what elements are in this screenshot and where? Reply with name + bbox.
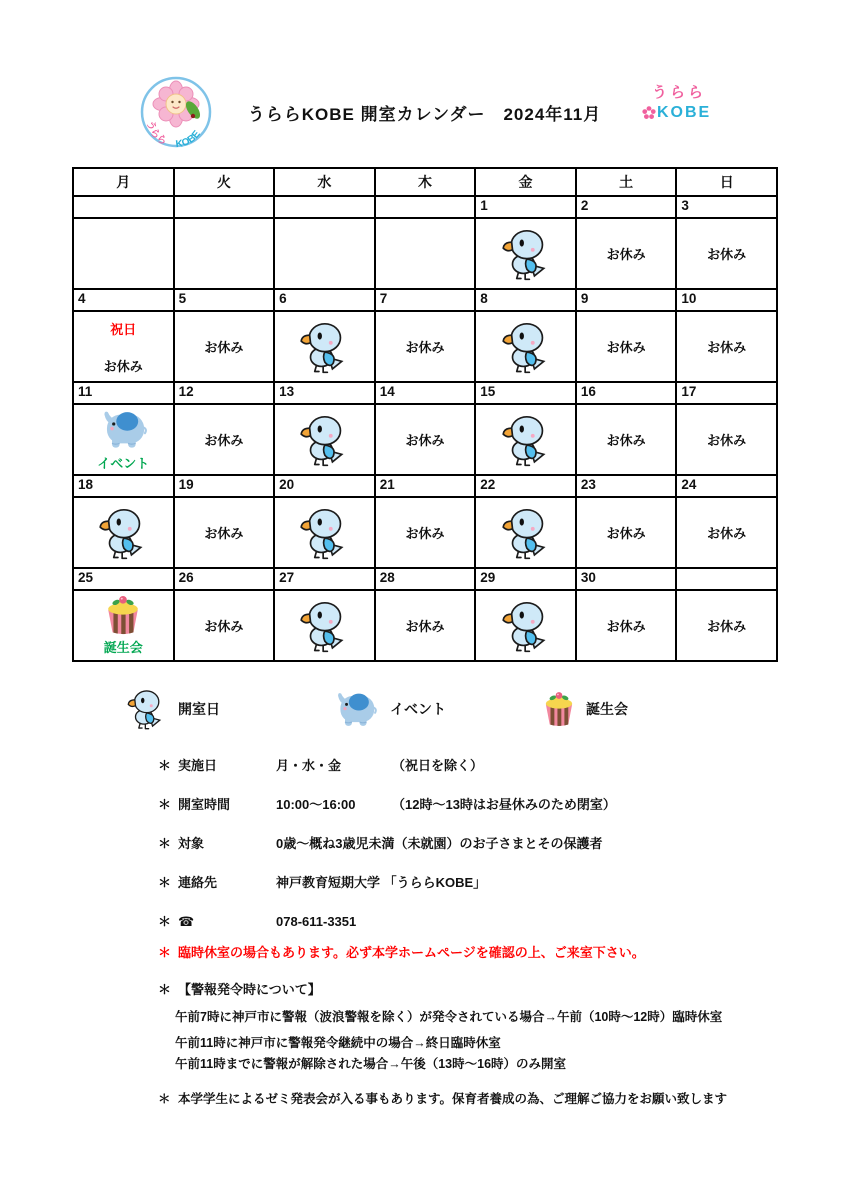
content-row [73,218,777,289]
date-number: 10 [676,289,777,311]
date-number: 22 [475,475,576,497]
date-number: 18 [73,475,174,497]
elephant-icon [96,407,150,451]
closed-label: お休み [204,340,244,355]
bullet: ＊ [158,797,172,812]
info-row [158,913,798,931]
date-number: 28 [375,568,476,590]
calendar-cell [576,218,677,289]
date-row [73,196,777,218]
weekday-header-row [73,168,777,196]
calendar-cell [73,590,174,661]
bird-icon [498,506,554,560]
bullet: ＊ [158,982,172,997]
bullet: ＊ [158,914,172,929]
event-label: イベント [97,456,150,471]
calendar-cell [576,590,677,661]
alert-lines [158,1009,798,1073]
bird-icon [296,506,352,560]
temporary-closure-notice [158,944,798,962]
date-number: 14 [375,382,476,404]
date-number [174,196,275,218]
page-title: うららKOBE 開室カレンダー 2024年11月 [247,105,602,124]
info-label: 開室時間 [178,797,231,812]
legend [72,688,778,730]
calendar-cell [375,590,476,661]
info-label: ☎ [178,914,195,929]
date-number: 7 [375,289,476,311]
date-number: 26 [174,568,275,590]
bullet: ＊ [158,1092,171,1106]
holiday-label: 祝日 [110,321,137,337]
urara-kobe-text-logo [642,84,732,123]
closed-label: お休み [204,433,244,448]
calendar-cell [174,404,275,475]
calendar-table [72,167,778,662]
legend-label: 誕生会 [586,701,628,717]
calendar-cell [274,497,375,568]
date-number: 9 [576,289,677,311]
weekday-header: 火 [174,168,275,196]
content-row [73,497,777,568]
alert-heading-row [158,981,798,999]
info-row [158,874,798,892]
info-label: 連絡先 [178,875,218,890]
calendar-cell [576,404,677,475]
date-number [274,196,375,218]
calendar-cell [274,404,375,475]
calendar-cell [375,218,476,289]
date-number: 13 [274,382,375,404]
bullet: ＊ [158,758,172,773]
bird-icon [498,413,554,467]
closed-label: お休み [606,619,646,634]
info-note: （祝日を除く） [392,758,484,773]
bird-icon [296,320,352,374]
calendar-cell [576,497,677,568]
info-value: 10:00～16:00 [276,797,356,812]
date-number: 29 [475,568,576,590]
date-row [73,475,777,497]
date-number: 17 [676,382,777,404]
notice-text: 臨時休室の場合もあります。必ず本学ホームページを確認の上、ご来室下さい。 [178,945,645,960]
content-row [73,311,777,382]
info-rows [158,757,798,931]
date-number: 4 [73,289,174,311]
bird-icon [498,599,554,653]
calendar-cell [375,311,476,382]
calendar-cell [274,590,375,661]
date-number: 12 [174,382,275,404]
calendar-cell [676,497,777,568]
date-number: 16 [576,382,677,404]
date-number [73,196,174,218]
weekday-header: 金 [475,168,576,196]
calendar-cell [274,311,375,382]
calendar-cell [676,311,777,382]
logo-left-text-kobe: KOBE [174,128,203,150]
date-number: 11 [73,382,174,404]
bird-icon [296,599,352,653]
date-number: 5 [174,289,275,311]
date-number [375,196,476,218]
calendar-cell [73,497,174,568]
date-number: 3 [676,196,777,218]
calendar-cell [475,311,576,382]
closed-label: お休み [606,433,646,448]
closed-label: お休み [606,247,646,262]
final-note: 本学学生によるゼミ発表会が入る事もあります。保育者養成の為、ご理解ご協力をお願い致します [178,1092,728,1106]
date-number: 19 [174,475,275,497]
date-number: 21 [375,475,476,497]
legend-label: イベント [390,701,446,717]
content-row [73,404,777,475]
weekday-header: 木 [375,168,476,196]
calendar-cell [576,311,677,382]
bullet: ＊ [158,875,172,890]
closed-label: お休み [606,526,646,541]
bird-icon [296,413,352,467]
logo-right-line2: KOBE [657,103,712,121]
calendar-cell [274,218,375,289]
legend-item [330,689,542,729]
calendar-cell [174,497,275,568]
alert-line: 午前11時に神戸市に警報発令継続中の場合→終日臨時休室 [175,1036,501,1050]
weekday-header: 土 [576,168,677,196]
calendar-weekday-row [73,168,777,196]
info-note: （12時～13時はお昼休みのため閉室） [392,797,616,812]
cake-icon [542,691,576,727]
closed-label: お休み [707,340,747,355]
calendar-cell [73,218,174,289]
calendar-cell [375,404,476,475]
legend-label: 開室日 [178,701,220,717]
info-value: 078-611-3351 [276,914,357,929]
date-number: 30 [576,568,677,590]
date-row [73,289,777,311]
date-row [73,382,777,404]
calendar-cell [174,590,275,661]
elephant-icon [330,689,380,729]
closed-label: お休み [103,358,143,374]
content-row [73,590,777,661]
calendar-cell [174,311,275,382]
calendar-cell [676,590,777,661]
calendar-cell [475,590,576,661]
closed-label: お休み [405,340,445,355]
date-number: 27 [274,568,375,590]
weekday-header: 月 [73,168,174,196]
info-value: 月・水・金 [276,758,342,773]
info-label: 実施日 [178,758,218,773]
calendar-cell [676,404,777,475]
date-row [73,568,777,590]
alert-line: 午前7時に神戸市に警報（波浪警報を除く）が発令されている場合→午前（10時～12時）臨時休室 [175,1010,723,1024]
event-label: 誕生会 [103,640,143,655]
closed-label: お休み [405,619,445,634]
info-row [158,757,798,775]
date-number: 1 [475,196,576,218]
legend-item [124,688,330,730]
calendar-cell [174,218,275,289]
alert-line: 午前11時までに警報が解除された場合→午後（13時～16時）のみ開室 [175,1057,567,1071]
small-flower-icon [642,106,656,120]
calendar-cell [475,218,576,289]
date-number: 23 [576,475,677,497]
info-value: 神戸教育短期大学 「うららKOBE」 [276,875,487,890]
calendar-cell [475,497,576,568]
cake-icon [103,595,143,635]
calendar-body [73,196,777,661]
closed-label: お休み [707,526,747,541]
calendar-cell [73,311,174,382]
date-number: 24 [676,475,777,497]
closed-label: お休み [707,247,747,262]
weekday-header: 水 [274,168,375,196]
alert-heading: 【警報発令時について】 [178,982,321,997]
bird-icon [498,320,554,374]
date-number: 15 [475,382,576,404]
bird-icon [95,506,151,560]
bullet: ＊ [158,945,172,960]
date-number [676,568,777,590]
closed-label: お休み [204,526,244,541]
info-row [158,796,798,814]
info-row [158,835,798,853]
date-number: 25 [73,568,174,590]
calendar-cell [375,497,476,568]
closed-label: お休み [405,433,445,448]
calendar-cell [475,404,576,475]
legend-item [542,691,628,727]
logo-left-text-urara: うらら [143,119,169,148]
final-note-row [158,1090,798,1108]
closed-label: お休み [606,340,646,355]
info-value: 0歳～概ね3歳児未満（未就園）のお子さまとその保護者 [276,836,603,851]
closed-label: お休み [707,433,747,448]
bullet: ＊ [158,836,172,851]
calendar-cell [73,404,174,475]
closed-label: お休み [707,619,747,634]
date-number: 8 [475,289,576,311]
weekday-header: 日 [676,168,777,196]
date-number: 20 [274,475,375,497]
closed-label: お休み [204,619,244,634]
logo-right-line1: うらら [652,84,707,101]
info-label: 対象 [178,836,205,851]
calendar-cell [676,218,777,289]
bird-icon [498,227,554,281]
bird-icon [124,688,168,730]
date-number: 2 [576,196,677,218]
info-block [158,757,798,1129]
date-number: 6 [274,289,375,311]
closed-label: お休み [405,526,445,541]
